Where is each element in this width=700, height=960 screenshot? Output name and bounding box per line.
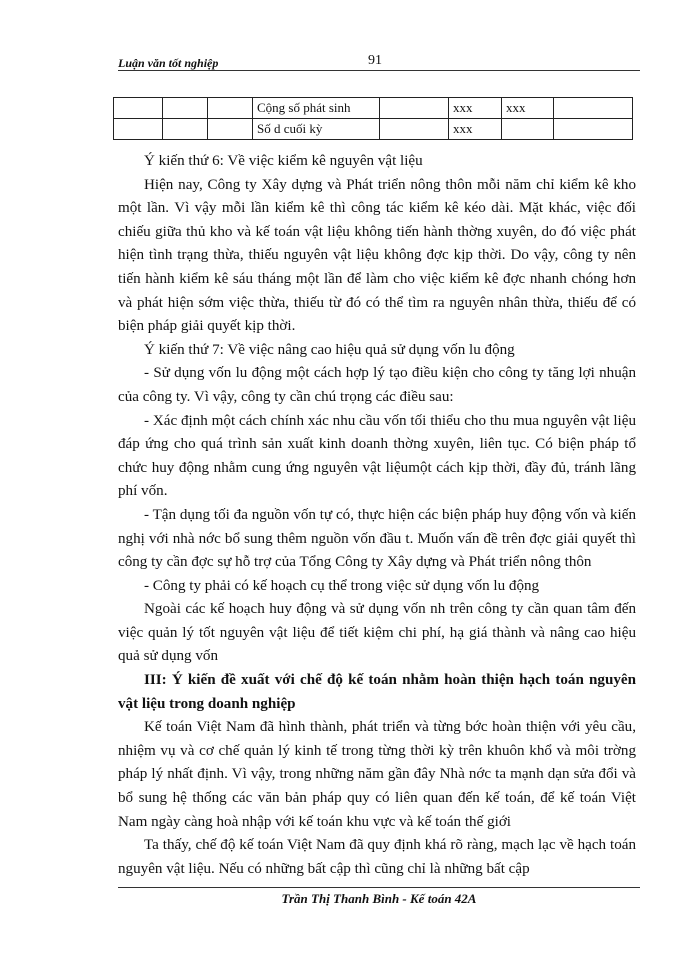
- table-cell: Số d cuối kỳ: [253, 119, 380, 140]
- page-number: 91: [368, 53, 382, 68]
- footer-text: Trần Thị Thanh Bình - Kế toán 42A: [281, 891, 477, 906]
- table-cell: [163, 98, 208, 119]
- paragraph: - Tận dụng tối đa nguồn vốn tự có, thực hiện các biện pháp huy động vốn và kiến nghị với nhà nớc bổ sung thêm nguồn vốn đầu t. Muốn vấn đề trên đợc giải quyết thì công ty cần đợc sự hỗ trợ của Tổng Công ty Xây dựng và Phát triển nông thôn: [118, 506, 636, 571]
- table-cell: [114, 98, 163, 119]
- table-cell: [554, 119, 633, 140]
- paragraph: Kế toán Việt Nam đã hình thành, phát triển và từng bớc hoàn thiện với yêu cầu, nhiệm vụ và cơ chế quản lý kinh tế trong từng thời kỳ trên khuôn khổ và môi trờng pháp lý nhất định. Vì vậy, trong những năm gần đây Nhà nớc ta mạnh dạn sửa đổi và bổ sung hệ thống các văn bản pháp quy có liên quan đến kế toán, để kế toán Việt Nam ngày càng hoà nhập với kế toán khu vực và kế toán thế giới: [118, 719, 636, 830]
- table-cell: [208, 98, 253, 119]
- table-cell: [554, 98, 633, 119]
- table-cell: [163, 119, 208, 140]
- table-cell: [380, 119, 449, 140]
- table-cell: [502, 119, 554, 140]
- table-cell: [380, 98, 449, 119]
- footer-rule: [118, 887, 640, 888]
- header-rule: [118, 70, 640, 71]
- ledger-table: [113, 97, 633, 140]
- paragraph: Ý kiến thứ 6: Về việc kiểm kê nguyên vật liệu: [144, 153, 423, 169]
- section-heading: III: Ý kiến đề xuất với chế độ kế toán nhằm hoàn thiện hạch toán nguyên vật liệu trong doanh nghiệp: [118, 672, 636, 712]
- page-header: [118, 53, 640, 70]
- paragraph: Hiện nay, Công ty Xây dựng và Phát triển nông thôn mỗi năm chỉ kiểm kê kho một lần. Vì vậy mỗi lần kiểm kê thì công tác kiểm kê kéo dài. Mặt khác, việc đối chiếu giữa thủ kho và kế toán vật liệu không tiến hành thờng xuyên, do đó việc phát hiện tình trạng thừa, thiếu nguyên vật liệu không đợc kịp thời. Do vậy, công ty nên tiến hành kiểm kê sáu tháng một lần để làm cho việc kiểm kê đợc nhanh chóng hơn và phát hiện sớm việc thừa, thiếu từ đó có thể tìm ra nguyên nhân thừa, thiếu để có biện pháp giải quyết kịp thời.: [118, 176, 636, 335]
- paragraph: - Xác định một cách chính xác nhu cầu vốn tối thiểu cho thu mua nguyên vật liệu đáp ứng cho quá trình sản xuất kinh doanh thờng xuyên, liên tục. Có biện pháp tổ chức huy động nhằm cung ứng nguyên vật liệumột cách kịp thời, đầy đủ, tránh lãng phí vốn.: [118, 412, 636, 500]
- table-cell: xxx: [449, 98, 502, 119]
- paragraph: - Sử dụng vốn lu động một cách hợp lý tạo điều kiện cho công ty tăng lợi nhuận của công ty. Vì vậy, công ty cần chú trọng các điều sau:: [118, 365, 636, 405]
- table-row: [114, 119, 633, 140]
- table-cell: [114, 119, 163, 140]
- paragraph: Ý kiến thứ 7: Về việc nâng cao hiệu quả sử dụng vốn lu động: [144, 341, 515, 358]
- document-body: [118, 150, 636, 881]
- table-row: [114, 98, 633, 119]
- table-cell: xxx: [502, 98, 554, 119]
- table-cell: Cộng số phát sinh: [253, 98, 380, 119]
- table-cell: [208, 119, 253, 140]
- paragraph: Ta thấy, chế độ kế toán Việt Nam đã quy định khá rõ ràng, mạch lạc về hạch toán nguyên vật liệu. Nếu có những bất cập thì cũng chỉ là những bất cập: [118, 837, 636, 877]
- table-cell: xxx: [449, 119, 502, 140]
- header-title: Luận văn tốt nghiệp: [118, 56, 219, 70]
- paragraph: Ngoài các kế hoạch huy động và sử dụng vốn nh trên công ty cần quan tâm đến việc quản lý tốt nguyên vật liệu để tiết kiệm chi phí, hạ giá thành và nâng cao hiệu quả sử dụng vốn: [118, 601, 636, 665]
- page-footer: [118, 887, 640, 907]
- paragraph: - Công ty phải có kế hoạch cụ thể trong việc sử dụng vốn lu động: [144, 577, 540, 594]
